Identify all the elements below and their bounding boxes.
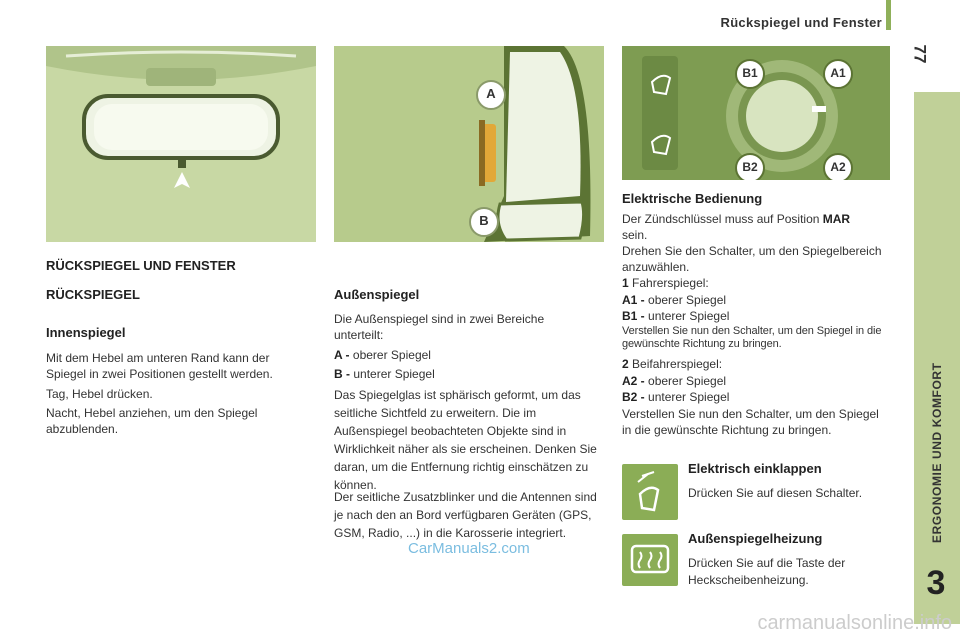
heading-elektrische-bedienung: Elektrische Bedienung — [622, 191, 763, 206]
list-key: B1 - — [622, 309, 645, 323]
mirror-switch-illustration — [622, 46, 890, 180]
heading-aussenspiegelheizung: Außenspiegelheizung — [688, 531, 823, 546]
list-key: A2 - — [622, 374, 645, 388]
callout-b1: B1 — [742, 66, 758, 80]
list-item — [622, 275, 890, 291]
list-key: A1 - — [622, 293, 645, 307]
list-text: Fahrerspiegel: — [632, 276, 709, 290]
list-item — [334, 347, 596, 363]
paragraph — [622, 211, 890, 243]
rear-defrost-button-icon — [622, 534, 678, 586]
list-text: Beifahrerspiegel: — [632, 357, 723, 371]
list-item — [622, 389, 890, 405]
chapter-number: 3 — [926, 564, 946, 602]
paragraph: Nacht, Hebel anziehen, um den Spiegel abzublenden. — [46, 406, 258, 436]
chapter-tab-label: ERGONOMIE UND KOMFORT — [930, 362, 944, 543]
paragraph: Drehen Sie den Schalter, um den Spiegelbereich anzuwählen. — [622, 244, 882, 274]
list-key: B2 - — [622, 390, 645, 404]
outside-mirror-illustration — [334, 46, 604, 242]
paragraph: Drücken Sie auf diesen Schalter. — [688, 486, 863, 500]
callout-a1: A1 — [830, 66, 846, 80]
list-text: unterer Spiegel — [353, 367, 435, 381]
paragraph: Verstellen Sie nun den Schalter, um den Spiegel in die gewünschte Richtung zu bringen. — [622, 325, 882, 350]
list-item — [622, 356, 890, 372]
callout-a: A — [486, 86, 496, 101]
list-key: A - — [334, 348, 350, 362]
heading-aussenspiegel: Außenspiegel — [334, 287, 420, 302]
list-key: 1 — [622, 276, 629, 290]
section-title: RÜCKSPIEGEL UND FENSTER — [46, 258, 236, 273]
subsection-title: RÜCKSPIEGEL — [46, 287, 140, 302]
paragraph: Drücken Sie auf die Taste der Heckscheibenheizung. — [688, 556, 846, 587]
paragraph: Der seitliche Zusatzblinker und die Antennen sind je nach den an Bord verfügbaren Geräten (GPS, GSM, Radio, ...) in die Karosserie integriert. — [334, 490, 597, 540]
text: sein. — [622, 228, 648, 242]
interior-mirror-illustration — [46, 46, 316, 242]
watermark-online: carmanualsonline.info — [757, 612, 952, 634]
watermark-carmanuals: CarManuals2.com — [408, 540, 530, 557]
paragraph: Die Außenspiegel sind in zwei Bereiche unterteilt: — [334, 312, 545, 342]
heading-innenspiegel: Innenspiegel — [46, 325, 126, 340]
running-header: Rückspiegel und Fenster — [720, 15, 882, 30]
text: Der Zündschlüssel muss auf Position — [622, 212, 820, 226]
list-key: B - — [334, 367, 350, 381]
heading-elektrisch-einklappen: Elektrisch einklappen — [688, 461, 822, 476]
list-key: 2 — [622, 357, 629, 371]
list-item — [622, 373, 890, 389]
list-text: oberer Spiegel — [648, 374, 727, 388]
paragraph: Das Spiegelglas ist sphärisch geformt, um das seitliche Sichtfeld zu erweitern. Die im Außenspiegel beobachteten Objekte sind in Wirklichkeit näher als sie erscheinen. Denken Sie daran, um die Entfernung richtig einschätzen zu können. — [334, 388, 597, 492]
callout-b2: B2 — [742, 160, 758, 174]
list-item — [334, 366, 596, 382]
list-text: unterer Spiegel — [648, 309, 730, 323]
list-text: oberer Spiegel — [352, 348, 431, 362]
header-rule — [886, 0, 891, 30]
list-item — [622, 292, 890, 308]
list-text: unterer Spiegel — [648, 390, 730, 404]
callout-b: B — [479, 213, 489, 228]
callout-a2: A2 — [830, 160, 846, 174]
paragraph: Tag, Hebel drücken. — [46, 387, 153, 401]
list-item — [622, 308, 890, 324]
paragraph: Verstellen Sie nun den Schalter, um den Spiegel in die gewünschte Richtung zu bringen. — [622, 407, 879, 437]
fold-mirror-button-icon — [622, 464, 678, 520]
paragraph: Mit dem Hebel am unteren Rand kann der Spiegel in zwei Positionen gestellt werden. — [46, 351, 273, 381]
page-number: 77 — [910, 44, 930, 64]
lever-arrow-icon — [174, 172, 190, 188]
list-text: oberer Spiegel — [648, 293, 727, 307]
key-position: MAR — [822, 212, 851, 226]
